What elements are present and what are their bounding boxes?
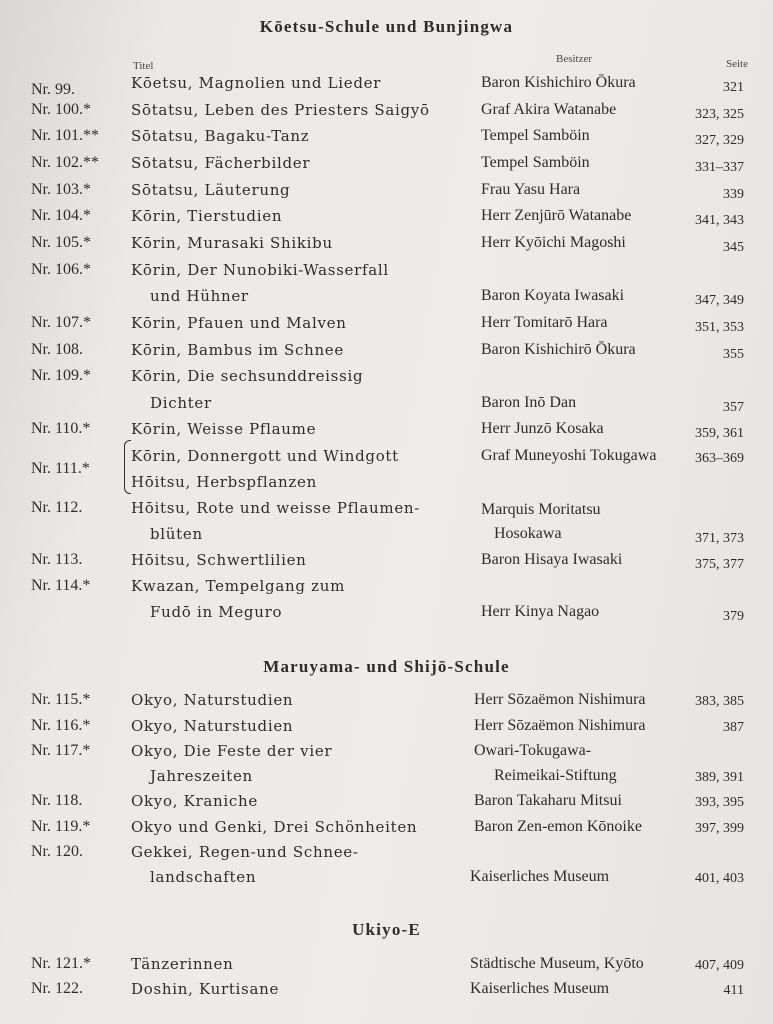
entry-number: Nr. 108. — [31, 341, 83, 358]
entry-title: Sōtatsu, Leben des Priesters Saigyō — [131, 101, 430, 119]
entry-title: Hōitsu, Schwertlilien — [131, 551, 307, 569]
entry-title: Gekkei, Regen-und Schnee- — [131, 843, 359, 861]
catalog-entry-continuation — [0, 287, 773, 313]
entry-owner: Graf Akira Watanabe — [481, 101, 617, 118]
catalog-entry-continuation — [0, 525, 773, 551]
catalog-entry-continuation — [0, 868, 773, 894]
entry-number: Nr. 103.* — [31, 181, 91, 198]
entry-title-line2: landschaften — [150, 868, 257, 886]
entry-title: Kōrin, Pfauen und Malven — [131, 314, 347, 332]
entry-page: 321 — [723, 80, 744, 95]
entry-number: Nr. 105.* — [31, 234, 91, 251]
entry-title: Okyo und Genki, Drei Schönheiten — [131, 818, 418, 836]
entry-page: 389, 391 — [695, 770, 744, 785]
entry-page: 371, 373 — [695, 531, 744, 546]
entry-owner: Städtische Museum, Kyōto — [470, 955, 644, 972]
entry-title-line2: Dichter — [150, 394, 212, 412]
entry-title: Kōrin, Murasaki Shikibu — [131, 234, 333, 252]
entry-page: 327, 329 — [695, 133, 744, 148]
entry-page: 357 — [723, 400, 744, 415]
entry-number: Nr. 107.* — [31, 314, 91, 331]
entry-title: Sōtatsu, Läuterung — [131, 181, 291, 199]
entry-page: 401, 403 — [695, 871, 744, 886]
catalog-entry — [0, 367, 773, 393]
catalog-entry-continuation — [0, 394, 773, 420]
catalog-entry — [0, 101, 773, 127]
entry-title: Okyo, Kraniche — [131, 792, 258, 810]
entry-number: Nr. 111.* — [31, 460, 90, 477]
entry-number: Nr. 106.* — [31, 261, 91, 278]
entry-number: Nr. 104.* — [31, 207, 91, 224]
entry-number: Nr. 110.* — [31, 420, 91, 437]
catalog-entry — [0, 261, 773, 287]
section-title-maruyama: Maruyama- und Shijō-Schule — [263, 657, 510, 676]
entry-number: Nr. 121.* — [31, 955, 91, 972]
entry-number: Nr. 102.** — [31, 154, 99, 171]
catalog-entry — [0, 742, 773, 768]
entry-owner: Herr Tomitarō Hara — [481, 314, 608, 331]
entry-page: 379 — [723, 609, 744, 624]
catalog-entry — [0, 127, 773, 153]
entry-page: 351, 353 — [695, 320, 744, 335]
entry-number: Nr. 115.* — [31, 691, 91, 708]
section-title-ukiyoe: Ukiyo-E — [352, 920, 421, 939]
entry-page: 375, 377 — [695, 557, 744, 572]
column-header-page: Seite — [726, 58, 748, 70]
entry-page: 341, 343 — [695, 213, 744, 228]
entry-number: Nr. 116.* — [31, 717, 91, 734]
entry-owner: Tempel Samböin — [481, 127, 590, 144]
entry-owner: Tempel Samböin — [481, 154, 590, 171]
entry-page: 411 — [723, 983, 744, 998]
entry-page: 339 — [723, 187, 744, 202]
entry-owner: Frau Yasu Hara — [481, 181, 581, 198]
entry-title-line2: Hōitsu, Herbspflanzen — [131, 473, 317, 491]
catalog-entry — [0, 717, 773, 743]
catalog-entry — [0, 74, 773, 100]
entry-number: Nr. 109.* — [31, 367, 91, 384]
entry-title: Okyo, Die Feste der vier — [131, 742, 333, 760]
entry-owner: Herr Zenjūrō Watanabe — [481, 207, 632, 224]
entry-title: Kōrin, Tierstudien — [131, 207, 283, 225]
catalog-entry — [0, 955, 773, 981]
entry-page: 387 — [723, 720, 744, 735]
entry-title: Hōitsu, Rote und weisse Pflaumen- — [131, 499, 421, 517]
catalog-entry — [0, 420, 773, 446]
entry-owner: Owari-Tokugawa- — [474, 742, 592, 759]
entry-owner: Baron Kishichiro Ōkura — [481, 74, 636, 91]
entry-page: 323, 325 — [695, 107, 744, 122]
entry-number: Nr. 114.* — [31, 577, 91, 594]
entry-owner: Herr Kinya Nagao — [481, 603, 600, 620]
entry-owner: Herr Junzō Kosaka — [481, 420, 604, 437]
entry-number: Nr. 101.** — [31, 127, 99, 144]
entry-page: 363–369 — [695, 451, 744, 466]
entry-title: Okyo, Naturstudien — [131, 691, 294, 709]
entry-owner: Herr Sōzaëmon Nishimura — [474, 717, 646, 734]
column-header-owner: Besitzer — [556, 53, 593, 65]
catalog-entry — [0, 499, 773, 525]
entry-owner: Baron Takaharu Mitsui — [474, 792, 622, 809]
entry-title-line2: Jahreszeiten — [150, 767, 253, 785]
entry-page: 407, 409 — [695, 958, 744, 973]
entry-number: Nr. 117.* — [31, 742, 91, 759]
entry-title: Doshin, Kurtisane — [131, 980, 280, 998]
entry-page: 383, 385 — [695, 694, 744, 709]
entry-page: 345 — [723, 240, 744, 255]
entry-page: 347, 349 — [695, 293, 744, 308]
entry-owner: Herr Kyōichi Magoshi — [481, 234, 626, 251]
entry-page: 359, 361 — [695, 426, 744, 441]
catalog-entry — [0, 691, 773, 717]
catalog-entry-continuation — [0, 603, 773, 629]
entry-owner: Kaiserliches Museum — [470, 868, 610, 885]
entry-page: 397, 399 — [695, 821, 744, 836]
entry-page: 393, 395 — [695, 795, 744, 810]
catalog-entry — [0, 154, 773, 180]
entry-owner: Baron Koyata Iwasaki — [481, 287, 625, 304]
entry-owner: Baron Hisaya Iwasaki — [481, 551, 623, 568]
entry-title: Sōtatsu, Bagaku-Tanz — [131, 127, 310, 145]
entry-number: Nr. 118. — [31, 792, 83, 809]
catalog-entry — [0, 341, 773, 367]
entry-title-line2: Fudō in Meguro — [150, 603, 283, 621]
entry-owner: Marquis Moritatsu — [481, 501, 601, 518]
entry-owner-line2: Reimeikai-Stiftung — [494, 767, 617, 784]
catalog-entry — [0, 207, 773, 233]
catalog-entry — [0, 980, 773, 1006]
entry-title: Tänzerinnen — [131, 955, 234, 973]
entry-title: Kōrin, Die sechsunddreissig — [131, 367, 364, 385]
entry-title: Kwazan, Tempelgang zum — [131, 577, 346, 595]
entry-title: Kōetsu, Magnolien und Lieder — [131, 74, 382, 92]
entry-number: Nr. 99. — [31, 81, 75, 98]
catalog-entry — [0, 818, 773, 844]
entry-title: Okyo, Naturstudien — [131, 717, 294, 735]
entry-owner: Kaiserliches Museum — [470, 980, 610, 997]
entry-page: 331–337 — [695, 160, 744, 175]
column-header-title: Titel — [133, 60, 154, 72]
catalog-entry-continuation — [0, 473, 773, 499]
entry-number: Nr. 119.* — [31, 818, 91, 835]
entry-title: Sōtatsu, Fächerbilder — [131, 154, 311, 172]
entry-number: Nr. 122. — [31, 980, 83, 997]
entry-title-line2: blüten — [150, 525, 203, 543]
entry-number: Nr. 113. — [31, 551, 83, 568]
entry-owner: Baron Kishichirō Ōkura — [481, 341, 636, 358]
entry-title: Kōrin, Weisse Pflaume — [131, 420, 317, 438]
catalog-entry-continuation — [0, 767, 773, 793]
entry-owner: Baron Zen-emon Kōnoike — [474, 818, 642, 835]
entry-number: Nr. 120. — [31, 843, 83, 860]
entry-number: Nr. 100.* — [31, 101, 91, 118]
entry-owner-line2: Hosokawa — [494, 525, 562, 542]
catalog-entry — [0, 551, 773, 577]
catalog-entry — [0, 234, 773, 260]
entry-number: Nr. 112. — [31, 499, 83, 516]
catalog-entry — [0, 181, 773, 207]
entry-title: Kōrin, Bambus im Schnee — [131, 341, 344, 359]
entry-title-line2: und Hühner — [150, 287, 249, 305]
entry-owner: Herr Sōzaëmon Nishimura — [474, 691, 646, 708]
entry-owner: Baron Inō Dan — [481, 394, 577, 411]
catalog-entry — [0, 314, 773, 340]
entry-owner: Graf Muneyoshi Tokugawa — [481, 447, 657, 464]
entry-title: Kōrin, Donnergott und Windgott — [131, 447, 399, 465]
catalog-entry — [0, 577, 773, 603]
entry-page: 355 — [723, 347, 744, 362]
entry-title: Kōrin, Der Nunobiki-Wasserfall — [131, 261, 389, 279]
catalog-entry — [0, 843, 773, 869]
catalog-entry — [0, 792, 773, 818]
section-title-koetsu: Kōetsu-Schule und Bunjingwa — [259, 17, 514, 36]
